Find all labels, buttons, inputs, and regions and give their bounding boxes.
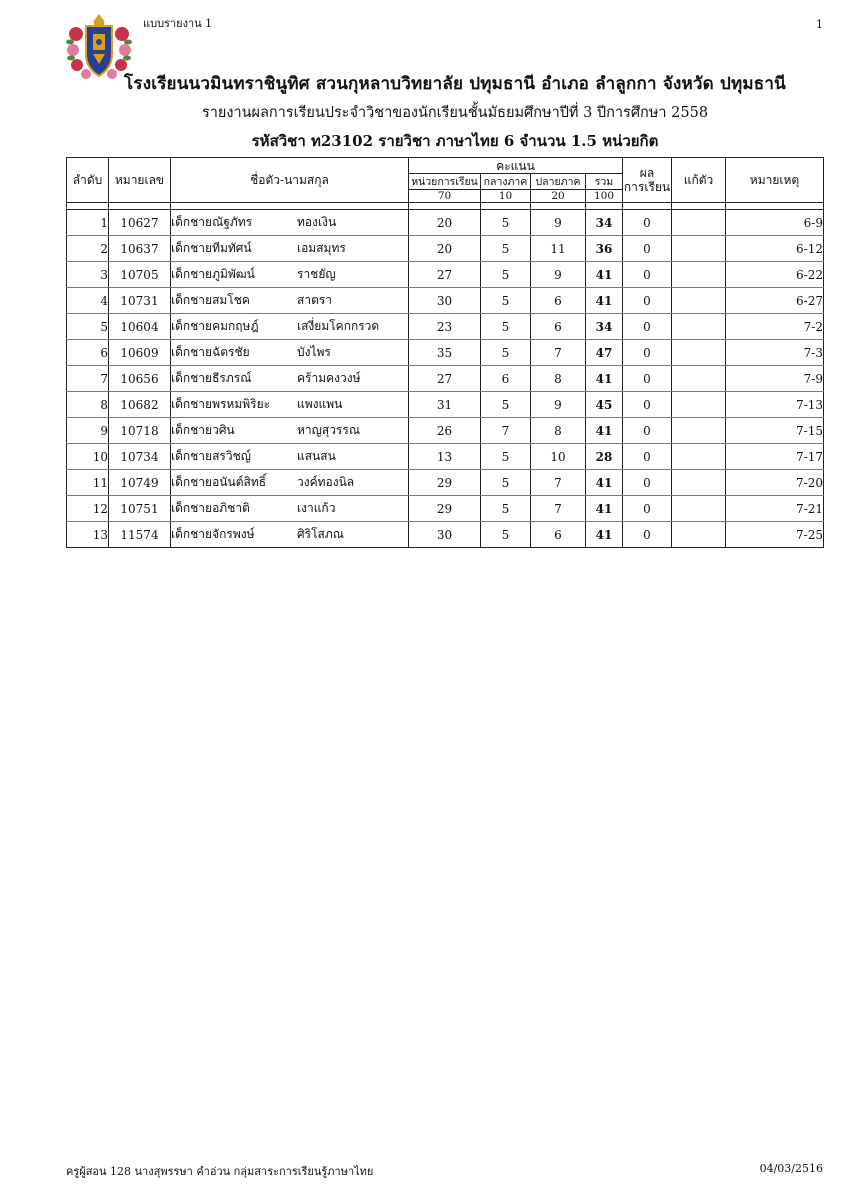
- cell-mid-score: 5: [481, 288, 531, 314]
- cell-remark: 6-27: [726, 288, 824, 314]
- cell-unit-score: 23: [409, 314, 481, 340]
- cell-mid-score: 5: [481, 314, 531, 340]
- table-row: [67, 288, 824, 314]
- table-row: [67, 444, 824, 470]
- subject-title: รหัสวิชา ท23102 รายวิชา ภาษาไทย 6 จำนวน 1.5 หน่วยกิต: [251, 132, 659, 150]
- cell-final-score: 6: [531, 522, 586, 548]
- school-title: โรงเรียนนวมินทราชินูทิศ สวนกุหลาบวิทยาลัย ปทุมธานี อำเภอ ลำลูกกา จังหวัด ปทุมธานี: [124, 74, 786, 94]
- cell-result: 0: [623, 496, 672, 522]
- cell-unit-score: 13: [409, 444, 481, 470]
- cell-unit-score: 20: [409, 210, 481, 236]
- header-id: หมายเลข: [109, 158, 171, 203]
- cell-mid-score: 6: [481, 366, 531, 392]
- cell-unit-score: 20: [409, 236, 481, 262]
- cell-final-score: 8: [531, 418, 586, 444]
- cell-name: [171, 366, 409, 392]
- cell-fix: [672, 496, 726, 522]
- cell-id: 10705: [109, 262, 171, 288]
- cell-final-score: 7: [531, 470, 586, 496]
- cell-no: 13: [67, 522, 109, 548]
- cell-unit-score: 27: [409, 262, 481, 288]
- cell-remark: 7-2: [726, 314, 824, 340]
- report-date: 04/03/2516: [759, 1162, 823, 1175]
- cell-final-score: 6: [531, 314, 586, 340]
- cell-last-name: หาญสุวรรณ: [297, 423, 360, 437]
- cell-first-name: เด็กชายสรวิชญ์: [171, 449, 251, 463]
- cell-name: [171, 392, 409, 418]
- cell-result: 0: [623, 522, 672, 548]
- cell-result: 0: [623, 236, 672, 262]
- cell-first-name: เด็กชายวศิน: [171, 423, 235, 437]
- cell-id: 10637: [109, 236, 171, 262]
- cell-fix: [672, 470, 726, 496]
- cell-last-name: สาตรา: [297, 293, 333, 307]
- header-gap: [67, 203, 824, 210]
- teacher-info: ครูผู้สอน 128 นางสุพรรษา คำอ่วน กลุ่มสาระการเรียนรู้ภาษาไทย: [66, 1165, 374, 1178]
- table-header: [67, 158, 824, 203]
- header-mid-max: 10: [481, 190, 531, 203]
- cell-fix: [672, 288, 726, 314]
- cell-first-name: เด็กชายคมกฤษฎ์: [171, 319, 259, 333]
- cell-mid-score: 5: [481, 470, 531, 496]
- cell-id: 10627: [109, 210, 171, 236]
- table-row: [67, 470, 824, 496]
- cell-total-score: 34: [586, 314, 623, 340]
- cell-last-name: ศิริโสภณ: [297, 527, 344, 541]
- cell-first-name: เด็กชายสมโชค: [171, 293, 250, 307]
- cell-fix: [672, 210, 726, 236]
- cell-result: 0: [623, 418, 672, 444]
- cell-name: [171, 418, 409, 444]
- table-row: [67, 522, 824, 548]
- cell-mid-score: 5: [481, 340, 531, 366]
- cell-mid-score: 5: [481, 262, 531, 288]
- report-title: รายงานผลการเรียนประจำวิชาของนักเรียนชั้นมัธยมศึกษาปีที่ 3 ปีการศึกษา 2558: [201, 105, 709, 121]
- cell-total-score: 41: [586, 262, 623, 288]
- cell-last-name: เอมสมุทร: [297, 241, 346, 255]
- cell-final-score: 6: [531, 288, 586, 314]
- header-unit: หน่วยการเรียน: [409, 174, 481, 190]
- cell-fix: [672, 522, 726, 548]
- cell-result: 0: [623, 314, 672, 340]
- cell-fix: [672, 366, 726, 392]
- cell-mid-score: 5: [481, 392, 531, 418]
- cell-unit-score: 30: [409, 522, 481, 548]
- cell-last-name: เงาแก้ว: [297, 501, 336, 515]
- cell-total-score: 41: [586, 288, 623, 314]
- cell-fix: [672, 418, 726, 444]
- cell-result: 0: [623, 340, 672, 366]
- table-row: [67, 314, 824, 340]
- cell-mid-score: 5: [481, 444, 531, 470]
- cell-no: 5: [67, 314, 109, 340]
- cell-unit-score: 27: [409, 366, 481, 392]
- cell-last-name: เสงี่ยมโคกกรวด: [297, 319, 380, 333]
- cell-final-score: 9: [531, 262, 586, 288]
- header-fix: แก้ตัว: [672, 158, 726, 203]
- cell-last-name: วงค์ทองนิล: [297, 475, 355, 489]
- cell-first-name: เด็กชายภูมิพัฒน์: [171, 267, 255, 281]
- cell-no: 9: [67, 418, 109, 444]
- cell-name: [171, 262, 409, 288]
- cell-no: 8: [67, 392, 109, 418]
- cell-id: 10731: [109, 288, 171, 314]
- cell-result: 0: [623, 210, 672, 236]
- cell-name: [171, 444, 409, 470]
- cell-mid-score: 5: [481, 236, 531, 262]
- cell-remark: 7-25: [726, 522, 824, 548]
- cell-final-score: 9: [531, 392, 586, 418]
- cell-remark: 7-13: [726, 392, 824, 418]
- cell-fix: [672, 392, 726, 418]
- cell-id: 10604: [109, 314, 171, 340]
- cell-final-score: 7: [531, 496, 586, 522]
- cell-first-name: เด็กชายอนันต์สิทธิ์: [171, 475, 267, 489]
- cell-remark: 6-9: [726, 210, 824, 236]
- cell-last-name: ราชยัญ: [297, 267, 336, 281]
- cell-unit-score: 35: [409, 340, 481, 366]
- cell-unit-score: 31: [409, 392, 481, 418]
- cell-fix: [672, 314, 726, 340]
- cell-unit-score: 26: [409, 418, 481, 444]
- cell-name: [171, 236, 409, 262]
- cell-result: 0: [623, 262, 672, 288]
- cell-fix: [672, 262, 726, 288]
- cell-id: 10749: [109, 470, 171, 496]
- cell-mid-score: 5: [481, 522, 531, 548]
- cell-result: 0: [623, 392, 672, 418]
- cell-total-score: 34: [586, 210, 623, 236]
- cell-result: 0: [623, 470, 672, 496]
- header-scores: คะแนน: [409, 158, 623, 174]
- cell-mid-score: 5: [481, 210, 531, 236]
- cell-result: 0: [623, 288, 672, 314]
- cell-name: [171, 522, 409, 548]
- cell-first-name: เด็กชายจักรพงษ์: [171, 527, 255, 541]
- grades-table: [66, 157, 824, 548]
- cell-result: 0: [623, 444, 672, 470]
- table-row: [67, 366, 824, 392]
- cell-unit-score: 29: [409, 470, 481, 496]
- cell-id: 10734: [109, 444, 171, 470]
- cell-first-name: เด็กชายณัฐภัทร: [171, 215, 253, 229]
- table-row: [67, 392, 824, 418]
- cell-id: 10682: [109, 392, 171, 418]
- header-result-line1: ผล: [639, 166, 655, 180]
- header-result: [623, 158, 672, 203]
- cell-total-score: 41: [586, 522, 623, 548]
- cell-id: 10609: [109, 340, 171, 366]
- cell-last-name: คร้ามคงวงษ์: [297, 371, 361, 385]
- header-unit-max: 70: [409, 190, 481, 203]
- cell-total-score: 41: [586, 470, 623, 496]
- cell-remark: 7-17: [726, 444, 824, 470]
- cell-remark: 6-12: [726, 236, 824, 262]
- table-row: [67, 496, 824, 522]
- cell-id: 10718: [109, 418, 171, 444]
- header-mid: กลางภาค: [481, 174, 531, 190]
- cell-total-score: 41: [586, 418, 623, 444]
- cell-mid-score: 7: [481, 418, 531, 444]
- cell-remark: 7-20: [726, 470, 824, 496]
- cell-last-name: บังไพร: [297, 345, 331, 359]
- cell-total-score: 47: [586, 340, 623, 366]
- cell-first-name: เด็กชายธีรภรณ์: [171, 371, 252, 385]
- cell-id: 10656: [109, 366, 171, 392]
- cell-name: [171, 210, 409, 236]
- cell-total-score: 45: [586, 392, 623, 418]
- cell-result: 0: [623, 366, 672, 392]
- cell-id: 11574: [109, 522, 171, 548]
- cell-unit-score: 29: [409, 496, 481, 522]
- table-row: [67, 236, 824, 262]
- table-row: [67, 210, 824, 236]
- cell-total-score: 36: [586, 236, 623, 262]
- cell-no: 11: [67, 470, 109, 496]
- header-final: ปลายภาค: [531, 174, 586, 190]
- header-remark: หมายเหตุ: [726, 158, 824, 203]
- cell-no: 1: [67, 210, 109, 236]
- cell-remark: 7-15: [726, 418, 824, 444]
- cell-name: [171, 314, 409, 340]
- cell-id: 10751: [109, 496, 171, 522]
- cell-name: [171, 470, 409, 496]
- header-total: รวม: [586, 174, 623, 190]
- cell-final-score: 8: [531, 366, 586, 392]
- cell-no: 3: [67, 262, 109, 288]
- cell-remark: 7-3: [726, 340, 824, 366]
- cell-final-score: 10: [531, 444, 586, 470]
- cell-no: 6: [67, 340, 109, 366]
- cell-final-score: 11: [531, 236, 586, 262]
- cell-name: [171, 496, 409, 522]
- table-row: [67, 340, 824, 366]
- cell-name: [171, 288, 409, 314]
- header-result-line2: การเรียน: [623, 180, 671, 194]
- cell-final-score: 7: [531, 340, 586, 366]
- cell-remark: 7-9: [726, 366, 824, 392]
- header-final-max: 20: [531, 190, 586, 203]
- cell-first-name: เด็กชายทีมทัศน์: [171, 241, 252, 255]
- cell-mid-score: 5: [481, 496, 531, 522]
- cell-remark: 7-21: [726, 496, 824, 522]
- cell-last-name: แพงแพน: [297, 397, 343, 411]
- page-number: 1: [816, 18, 823, 31]
- cell-total-score: 41: [586, 366, 623, 392]
- cell-no: 4: [67, 288, 109, 314]
- table-row: [67, 262, 824, 288]
- header-total-max: 100: [586, 190, 623, 203]
- header-name: ชื่อตัว-นามสกุล: [171, 158, 409, 203]
- cell-no: 10: [67, 444, 109, 470]
- cell-last-name: ทองเงิน: [297, 215, 337, 229]
- cell-unit-score: 30: [409, 288, 481, 314]
- cell-fix: [672, 236, 726, 262]
- cell-last-name: แสนสน: [297, 449, 336, 463]
- table-body: [67, 210, 824, 548]
- cell-fix: [672, 444, 726, 470]
- header-no: ลำดับ: [67, 158, 109, 203]
- cell-total-score: 41: [586, 496, 623, 522]
- form-label: แบบรายงาน 1: [143, 17, 213, 30]
- cell-no: 2: [67, 236, 109, 262]
- cell-no: 12: [67, 496, 109, 522]
- cell-fix: [672, 340, 726, 366]
- table-row: [67, 418, 824, 444]
- cell-no: 7: [67, 366, 109, 392]
- cell-first-name: เด็กชายอภิชาติ: [171, 501, 250, 515]
- cell-final-score: 9: [531, 210, 586, 236]
- cell-name: [171, 340, 409, 366]
- cell-remark: 6-22: [726, 262, 824, 288]
- cell-first-name: เด็กชายฉัตรชัย: [171, 345, 250, 359]
- cell-total-score: 28: [586, 444, 623, 470]
- cell-first-name: เด็กชายพรหมพิริยะ: [171, 397, 271, 411]
